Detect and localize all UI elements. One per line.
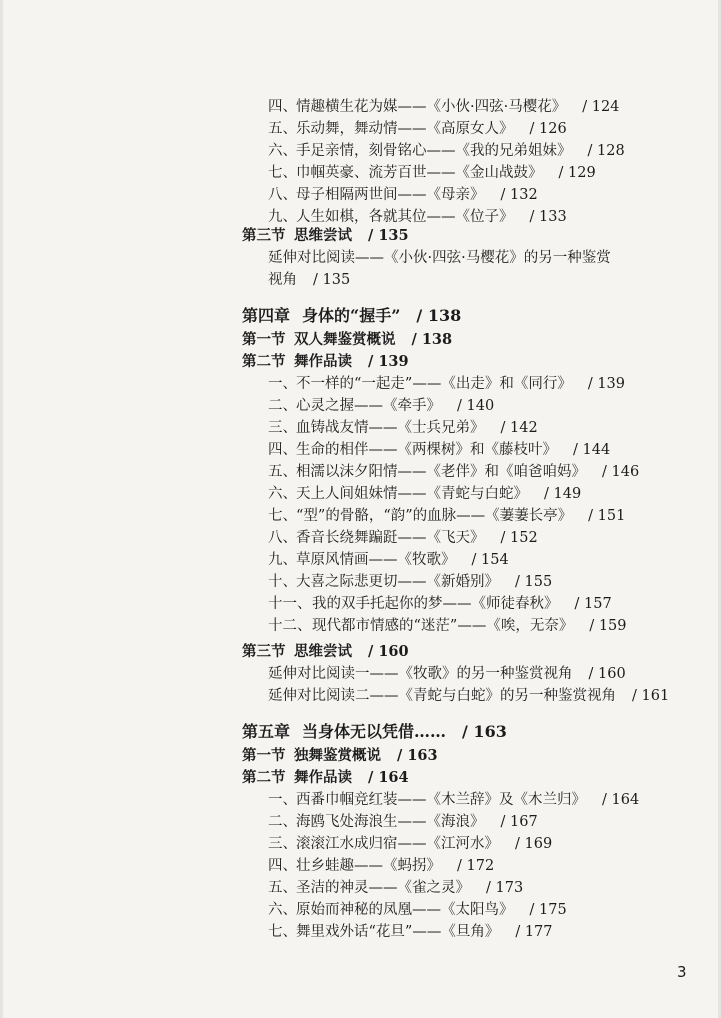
toc-page-ref: / 163 xyxy=(397,747,438,764)
toc-page-ref: / 144 xyxy=(573,442,611,458)
toc-title: 血铸战友情——《士兵兄弟》 xyxy=(296,420,485,436)
toc-number: 七、 xyxy=(268,924,297,940)
toc-entry xyxy=(268,440,610,460)
toc-title: 人生如棋，各就其位——《位子》 xyxy=(296,209,514,225)
toc-number: 六、 xyxy=(268,902,297,918)
toc-number: 七、 xyxy=(268,165,297,181)
toc-title: 双人舞鉴赏概说 xyxy=(294,331,396,348)
toc-title: 香音长绕舞蹁跹——《飞天》 xyxy=(296,530,485,546)
toc-section xyxy=(242,226,409,246)
toc-title: 手足亲情，刻骨铭心——《我的兄弟姐妹》 xyxy=(296,143,572,159)
toc-number: 第二节 xyxy=(242,769,286,786)
toc-number: 二、 xyxy=(268,398,297,414)
toc-title: 天上人间姐妹情——《青蛇与白蛇》 xyxy=(296,486,528,502)
toc-number: 四、 xyxy=(268,442,297,458)
toc-number: 四、 xyxy=(268,99,297,115)
toc-entry xyxy=(268,248,611,268)
toc-number: 九、 xyxy=(268,552,297,568)
toc-entry xyxy=(268,141,625,161)
toc-page-ref: / 177 xyxy=(515,924,553,940)
toc-title: 滚滚江水成归宿——《江河水》 xyxy=(296,836,499,852)
toc-page-ref: / 172 xyxy=(457,858,495,874)
toc-number: 第一节 xyxy=(242,747,286,764)
toc-page-ref: / 128 xyxy=(587,143,625,159)
toc-number: 十一、 xyxy=(268,596,312,612)
toc-page-ref: / 138 xyxy=(416,306,462,325)
toc-title: “型”的骨骼，“韵”的血脉——《萋萋长亭》 xyxy=(296,508,573,524)
toc-entry xyxy=(268,900,567,920)
toc-number: 第三节 xyxy=(242,227,286,244)
page-edge-left xyxy=(0,0,3,1018)
toc-number: 五、 xyxy=(268,880,297,896)
toc-page-ref: / 173 xyxy=(486,880,524,896)
toc-entry xyxy=(268,616,627,636)
toc-page-ref: / 139 xyxy=(368,353,409,370)
toc-entry xyxy=(268,462,639,482)
toc-section xyxy=(242,352,409,372)
toc-page-ref: / 160 xyxy=(588,666,626,682)
toc-chapter xyxy=(242,722,507,742)
toc-title: 现代都市情感的“迷茫”——《唉，无奈》 xyxy=(312,618,574,634)
toc-number: 三、 xyxy=(268,836,297,852)
toc-page-ref: / 151 xyxy=(588,508,626,524)
toc-number: 一、 xyxy=(268,376,297,392)
toc-entry xyxy=(268,185,538,205)
toc-title: 相濡以沫夕阳情——《老伴》和《咱爸咱妈》 xyxy=(296,464,586,480)
toc-entry xyxy=(268,418,538,438)
toc-number: 第一节 xyxy=(242,331,286,348)
toc-number: 七、 xyxy=(268,508,297,524)
toc-number: 四、 xyxy=(268,858,297,874)
toc-page-ref: / 142 xyxy=(500,420,538,436)
toc-number: 一、 xyxy=(268,792,297,808)
toc-number: 八、 xyxy=(268,187,297,203)
page-number: 3 xyxy=(677,963,687,981)
toc-page-ref: / 157 xyxy=(574,596,612,612)
toc-page-ref: / 124 xyxy=(582,99,620,115)
toc-entry xyxy=(268,856,494,876)
toc-title: 草原风情画——《牧歌》 xyxy=(296,552,456,568)
toc-title: 视角 xyxy=(268,272,297,288)
toc-number: 三、 xyxy=(268,420,297,436)
toc-title: 舞作品读 xyxy=(294,353,352,370)
toc-page-ref: / 154 xyxy=(471,552,509,568)
toc-title: 我的双手托起你的梦——《师徒春秋》 xyxy=(312,596,559,612)
toc-chapter xyxy=(242,306,461,326)
toc-entry xyxy=(268,207,567,227)
toc-page-ref: / 164 xyxy=(368,769,409,786)
toc-entry xyxy=(268,528,538,548)
toc-number: 六、 xyxy=(268,143,297,159)
toc-entry xyxy=(268,878,523,898)
toc-entry xyxy=(268,396,494,416)
toc-page-ref: / 140 xyxy=(457,398,495,414)
toc-entry xyxy=(268,834,552,854)
toc-title: 乐动舞，舞动情——《高原女人》 xyxy=(296,121,514,137)
toc-number: 九、 xyxy=(268,209,297,225)
toc-title: 独舞鉴赏概说 xyxy=(294,747,381,764)
toc-entry xyxy=(268,270,350,290)
toc-page-ref: / 146 xyxy=(602,464,640,480)
toc-entry xyxy=(268,594,612,614)
toc-entry xyxy=(268,922,553,942)
toc-title: 延伸对比阅读一——《牧歌》的另一种鉴赏视角 xyxy=(268,666,573,682)
toc-page-ref: / 160 xyxy=(368,643,409,660)
toc-title: 海鸥飞处海浪生——《海浪》 xyxy=(296,814,485,830)
toc-entry xyxy=(268,812,538,832)
toc-number: 八、 xyxy=(268,530,297,546)
toc-title: 延伸对比阅读二——《青蛇与白蛇》的另一种鉴赏视角 xyxy=(268,688,616,704)
toc-entry xyxy=(268,484,581,504)
toc-entry xyxy=(268,506,625,526)
toc-page-ref: / 133 xyxy=(529,209,567,225)
toc-number: 十二、 xyxy=(268,618,312,634)
toc-page-ref: / 139 xyxy=(587,376,625,392)
toc-title: 当身体无以凭借…… xyxy=(302,722,447,741)
toc-number: 第四章 xyxy=(242,306,291,325)
toc-number: 五、 xyxy=(268,464,297,480)
toc-entry xyxy=(268,686,669,706)
toc-entry xyxy=(268,550,509,570)
toc-number: 五、 xyxy=(268,121,297,137)
toc-title: 巾帼英豪、流芳百世——《金山战鼓》 xyxy=(296,165,543,181)
toc-title: 壮乡蛙趣——《蚂拐》 xyxy=(296,858,441,874)
toc-page-ref: / 155 xyxy=(515,574,553,590)
toc-page-ref: / 164 xyxy=(602,792,640,808)
toc-page-ref: / 163 xyxy=(462,722,507,741)
toc-title: 情趣横生花为媒——《小伙·四弦·马樱花》 xyxy=(296,99,567,115)
toc-section xyxy=(242,768,409,788)
toc-title: 不一样的“一起走”——《出走》和《同行》 xyxy=(296,376,572,392)
toc-number: 第三节 xyxy=(242,643,286,660)
toc-section xyxy=(242,330,452,350)
toc-number: 第二节 xyxy=(242,353,286,370)
toc-title: 思维尝试 xyxy=(294,643,352,660)
toc-page-ref: / 161 xyxy=(632,688,670,704)
toc-title: 生命的相伴——《两棵树》和《藤枝叶》 xyxy=(296,442,557,458)
toc-page-ref: / 159 xyxy=(589,618,627,634)
toc-page-ref: / 132 xyxy=(500,187,538,203)
toc-title: 延伸对比阅读——《小伙·四弦·马樱花》的另一种鉴赏 xyxy=(268,250,611,266)
toc-page-ref: / 135 xyxy=(368,227,409,244)
toc-title: 西番巾帼竞红装——《木兰辞》及《木兰归》 xyxy=(296,792,586,808)
toc-page-ref: / 126 xyxy=(529,121,567,137)
toc-entry xyxy=(268,163,596,183)
toc-section xyxy=(242,746,438,766)
toc-title: 舞作品读 xyxy=(294,769,352,786)
toc-section xyxy=(242,642,409,662)
toc-page-ref: / 167 xyxy=(500,814,538,830)
toc-number: 六、 xyxy=(268,486,297,502)
toc-entry xyxy=(268,664,626,684)
toc-page-ref: / 169 xyxy=(515,836,553,852)
toc-page-ref: / 149 xyxy=(544,486,582,502)
toc-title: 大喜之际悲更切——《新婚别》 xyxy=(296,574,499,590)
toc-title: 母子相隔两世间——《母亲》 xyxy=(296,187,485,203)
toc-number: 十、 xyxy=(268,574,297,590)
toc-title: 身体的“握手” xyxy=(302,306,401,325)
toc-page-ref: / 135 xyxy=(313,272,351,288)
toc-entry xyxy=(268,97,619,117)
toc-page-ref: / 129 xyxy=(558,165,596,181)
toc-title: 心灵之握——《牵手》 xyxy=(296,398,441,414)
toc-entry xyxy=(268,790,639,810)
toc-entry xyxy=(268,572,552,592)
toc-page-ref: / 175 xyxy=(529,902,567,918)
toc-number: 二、 xyxy=(268,814,297,830)
toc-title: 原始而神秘的凤凰——《太阳鸟》 xyxy=(296,902,514,918)
toc-page-ref: / 152 xyxy=(500,530,538,546)
toc-entry xyxy=(268,374,625,394)
toc-title: 思维尝试 xyxy=(294,227,352,244)
toc-number: 第五章 xyxy=(242,722,291,741)
toc-title: 舞里戏外话“花旦”——《旦角》 xyxy=(296,924,500,940)
toc-entry xyxy=(268,119,567,139)
toc-page-ref: / 138 xyxy=(411,331,453,348)
toc-title: 圣洁的神灵——《雀之灵》 xyxy=(296,880,470,896)
